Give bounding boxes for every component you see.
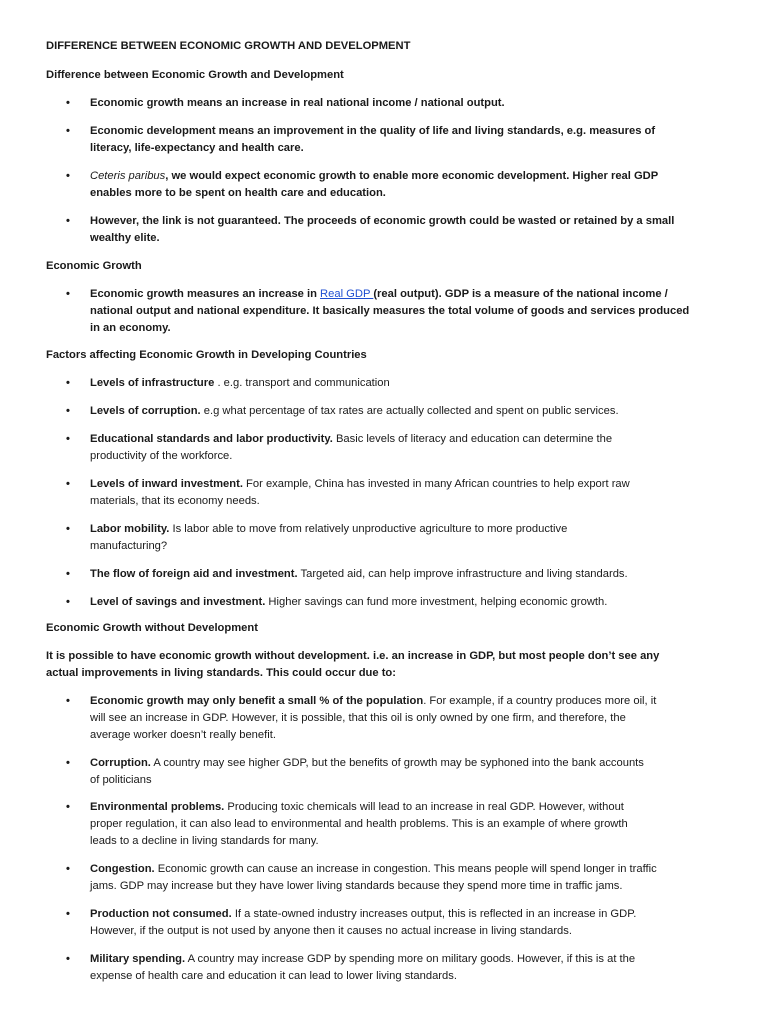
document-subtitle: Difference between Economic Growth and Development (46, 69, 344, 81)
bullet-marker: • (66, 757, 70, 769)
bullet-marker: • (66, 695, 70, 707)
section-intro-paragraph: It is possible to have economic growth without development. i.e. an increase in GDP, but most people don’t see any actual improvements in living standards. This could occur due to: (46, 650, 660, 679)
real-gdp-link[interactable]: Real GDP (320, 288, 374, 300)
list-item: Production not consumed. If a state-owned industry increases output, this is reflected in an increase in GDP. However, if the output is not used by anyone then it causes no actual increase in living standards. (90, 908, 637, 937)
list-item: Corruption. A country may see higher GDP, but the benefits of growth may be syphoned into the bank accounts of politicians (90, 757, 644, 786)
bullet-marker: • (66, 863, 70, 875)
bullet-marker: • (66, 568, 70, 580)
bullet-marker: • (66, 908, 70, 920)
bullet-marker: • (66, 215, 70, 227)
bullet-marker: • (66, 125, 70, 137)
bullet-marker: • (66, 377, 70, 389)
list-item: Labor mobility. Is labor able to move from relatively unproductive agriculture to more productive manufacturing? (90, 523, 568, 552)
bullet-marker: • (66, 288, 70, 300)
list-item: Congestion. Economic growth can cause an increase in congestion. This means people will spend longer in traffic jams. GDP may increase but they have lower living standards because they spend more time in traffic jams. (90, 863, 657, 892)
list-item: Economic development means an improvement in the quality of life and living standards, e.g. measures of literacy, life-expectancy and health care. (90, 125, 656, 154)
section-heading-economic-growth: Economic Growth (46, 260, 142, 272)
bullet-marker: • (66, 170, 70, 182)
list-item: Levels of infrastructure . e.g. transport and communication (90, 377, 390, 389)
bullet-marker: • (66, 801, 70, 813)
list-item: However, the link is not guaranteed. The proceeds of economic growth could be wasted or retained by a small wealthy elite. (90, 215, 675, 244)
bullet-marker: • (66, 405, 70, 417)
list-item: Level of savings and investment. Higher savings can fund more investment, helping economic growth. (90, 596, 608, 608)
list-item: Levels of corruption. e.g what percentage of tax rates are actually collected and spent on public services. (90, 405, 619, 417)
list-item: Economic growth measures an increase in Real GDP (real output). GDP is a measure of the national income / national output and national expenditure. It basically measures the total volume of goods and services produced in an economy. (90, 288, 690, 334)
list-item: Economic growth means an increase in real national income / national output. (90, 97, 505, 109)
list-item: The flow of foreign aid and investment. Targeted aid, can help improve infrastructure and living standards. (90, 568, 628, 580)
list-item: Levels of inward investment. For example, China has invested in many African countries to help export raw materials, that its economy needs. (90, 478, 630, 507)
bullet-marker: • (66, 478, 70, 490)
section-heading-factors: Factors affecting Economic Growth in Developing Countries (46, 349, 367, 361)
list-item: Economic growth may only benefit a small % of the population. For example, if a country produces more oil, it will see an increase in GDP. However, it is possible, that this oil is only owned by one firm, and therefore, the average worker doesn’t really benefit. (90, 695, 657, 741)
section-heading-without-development: Economic Growth without Development (46, 622, 258, 634)
list-item: Ceteris paribus, we would expect economic growth to enable more economic development. Higher real GDP enables more to be spent on health care and education. (90, 170, 659, 199)
bullet-marker: • (66, 97, 70, 109)
list-item: Educational standards and labor productivity. Basic levels of literacy and education can determine the productivity of the workforce. (90, 433, 613, 462)
document-title: DIFFERENCE BETWEEN ECONOMIC GROWTH AND DEVELOPMENT (46, 40, 411, 52)
list-item: Environmental problems. Producing toxic chemicals will lead to an increase in real GDP. However, without proper regulation, it can also lead to environmental and health problems. This is an example of where growth leads to a decline in living standards for many. (90, 801, 628, 847)
bullet-marker: • (66, 433, 70, 445)
bullet-marker: • (66, 953, 70, 965)
list-item: Military spending. A country may increase GDP by spending more on military goods. However, if this is at the expense of health care and education it can lead to lower living standards. (90, 953, 636, 982)
bullet-marker: • (66, 596, 70, 608)
bullet-marker: • (66, 523, 70, 535)
